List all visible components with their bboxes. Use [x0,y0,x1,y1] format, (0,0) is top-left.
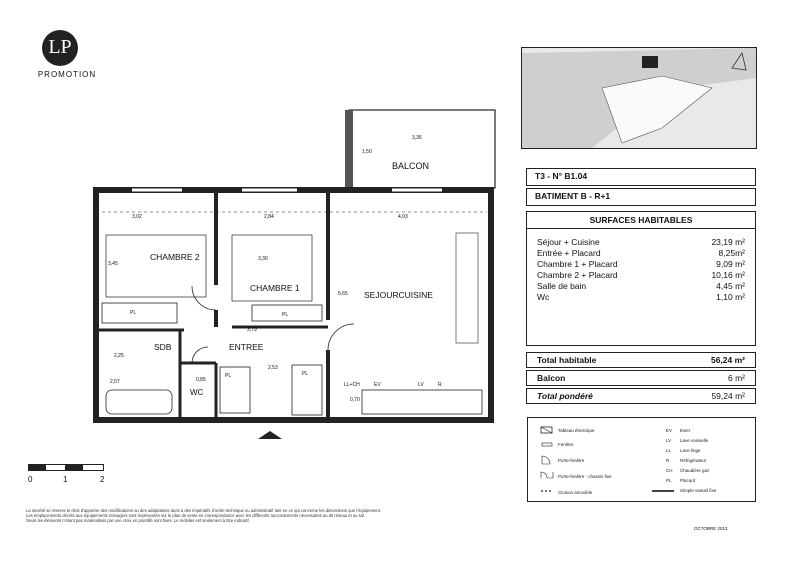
building-label: BATIMENT B - R+1 [535,191,611,201]
legend-item: Lave vaisselle [680,438,709,443]
placard-mark: PL [225,373,232,379]
scale-tick-label: 2 [100,475,105,484]
room-label-entree: ENTREE [229,342,264,352]
scale-segment [28,464,46,471]
dim-label: 0,70 [350,397,360,403]
scale-tick-label: 0 [28,475,33,484]
french-door-icon [542,456,550,464]
disclaimer [26,508,496,523]
window-icon [542,443,552,446]
surfaces-header: SURFACES HABITABLES [526,211,756,229]
dim-label: 3,45 [108,261,118,267]
equipment-mark: R [438,382,442,388]
legend-item: Réfrigérateur [680,458,707,463]
surface-row: Entrée + Placard 8,25m² [537,248,745,258]
placard-mark: PL [282,312,289,318]
panel-icon [541,427,552,433]
equipment-mark: LV [418,382,424,388]
room-label-balcon: BALCON [392,161,430,171]
brand-logo [22,30,112,85]
legend-code: EV [666,428,673,433]
legend-item: Chaudière gaz [680,468,710,473]
scale-tick-label: 1 [63,475,68,484]
legend-item: Evier [680,428,691,433]
legend-item: Cloison amovible [558,490,593,495]
lot-title: T3 - N° B1.04 [535,171,588,181]
legend-item: Placard [680,478,696,483]
scale-bar [28,464,108,486]
surface-row: Séjour + Cuisine 23,19 m² [537,237,745,247]
legend-item: Fenêtre [558,442,574,447]
total-pondere: Total pondéré 59,24 m² [526,388,756,404]
location-map [521,47,757,149]
legend-code: PL [666,478,672,483]
legend-code: LL [666,448,672,453]
building-box [526,188,756,206]
room-label-chambre2: CHAMBRE 2 [150,252,200,262]
total-habitable: Total habitable 56,24 m² [526,352,756,368]
brand-name: PROMOTION [37,70,97,79]
legend-item: Porte-fenêtre [558,458,585,463]
dim-label: 3,02 [132,214,142,220]
dim-label: 3,30 [258,256,268,262]
legend-item: Porte-fenêtre - chassis fixe [558,474,612,479]
room-label-sejour: SEJOURCUISINE [364,290,433,300]
dim-label: 2,25 [114,353,124,359]
scale-segment [65,464,83,471]
legend-item: Simple vantail fixe [680,488,717,493]
disclaimer-line: Les emplacements décrits aux équipements ménagers sont représentés sur le plan de vente en correspondance avec les différents raccordements nécessaires au dit réseau et au sol. [26,513,366,518]
dim-label: 2,07 [110,379,120,385]
legend-item: Lave linge [680,448,701,453]
logo-emblem: LP [42,30,78,66]
entrance-arrow [258,431,282,439]
surface-row: Chambre 1 + Placard 9,09 m² [537,259,745,269]
surface-row: Salle de bain 4,45 m² [537,281,745,291]
dim-label: 2,53 [268,365,278,371]
fixed-door-icon [541,472,553,478]
dim-label: 5,65 [338,291,348,297]
dim-label: 1,50 [362,149,372,155]
placard-mark: PL [130,310,137,316]
room-label-wc: WC [190,388,204,397]
balcony-wall [345,110,353,193]
legend-code: LV [666,438,672,443]
disclaimer-line: La société se réserve le droit d'apporter des modifications ou des adaptations dues à des impératifs d'ordre technique ou administratif tant en ce qui concerne les dimensions que l'équipement. [26,508,382,513]
surfaces-table [526,228,756,346]
equipment-mark: LL+CH [344,382,360,388]
surface-row: Chambre 2 + Placard 10,16 m² [537,270,745,280]
dim-label: 4,03 [398,214,408,220]
equipment-mark: EV [374,382,381,388]
lot-title-box [526,168,756,186]
legend-item: Tableau électrique [558,428,595,433]
dim-label: 0,85 [196,377,206,383]
placard-mark: PL [302,371,309,377]
legend-code: CH [666,468,673,473]
disclaimer-line: Seuls les éléments n'étant pas matérialisés par une croix en pointillé sont fixes. Le mobilier est seulement à titre indicatif. [26,518,250,523]
floor-plan [92,105,512,450]
legend [527,417,756,502]
dim-label: 2,84 [264,214,274,220]
dim-label: 3,36 [412,135,422,141]
room-label-sdb: SDB [154,342,172,352]
balcon-total: Balcon 6 m² [526,370,756,386]
document-date: OCTOBRE 2013 [694,526,728,531]
site-plan-image [522,48,756,148]
room-label-chambre1: CHAMBRE 1 [250,283,300,293]
surface-row: Wc 1,10 m² [537,292,745,302]
dim-label: 3,79 [247,327,257,333]
fixed-leaf-icon [652,490,674,492]
legend-code: R [666,458,670,463]
